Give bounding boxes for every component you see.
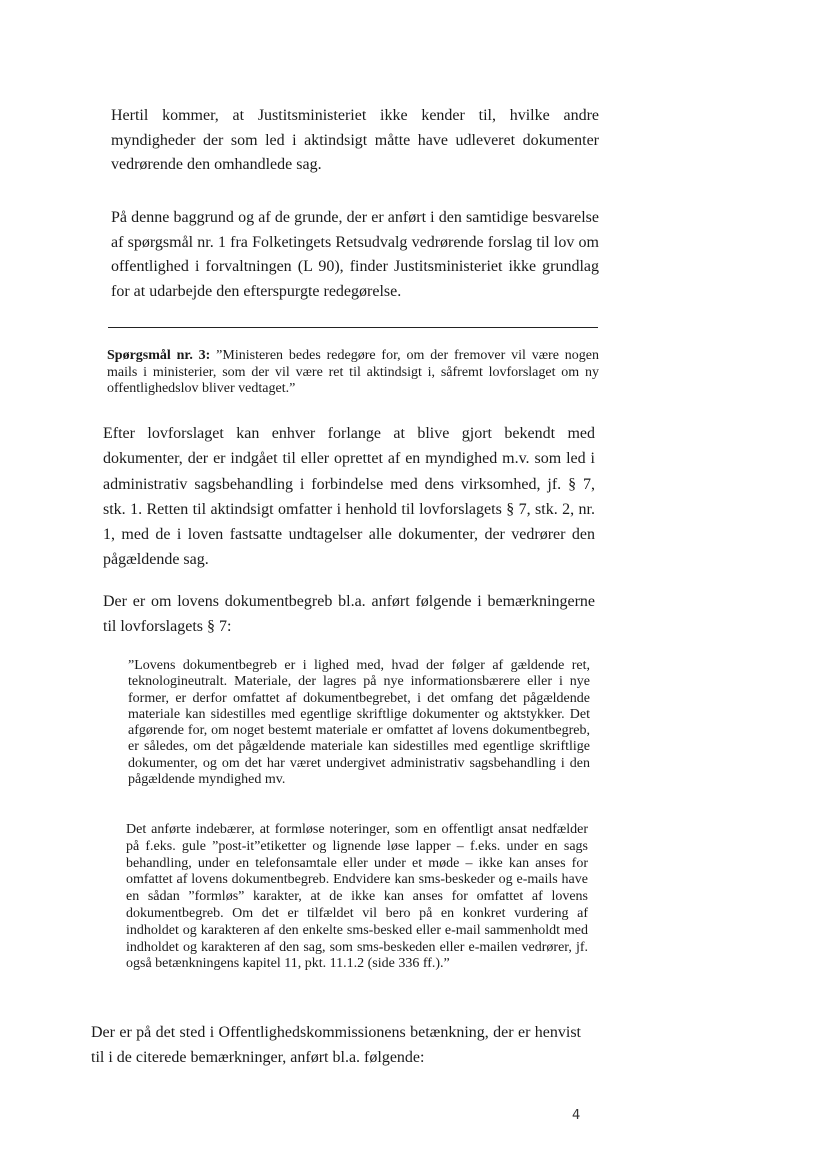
closing-paragraph: Der er på det sted i Offentlighedskommissionens betænkning, der er henvist til i de citerede bemærkninger, anført bl.a. følgende: [91, 1024, 581, 1066]
answer-paragraph-2: Der er om lovens dokumentbegreb bl.a. anført følgende i bemærkningerne til lovforslagets § 7: [103, 593, 595, 635]
section-divider [108, 327, 598, 328]
question-text: ”Ministeren bedes redegøre for, om der fremover vil være nogen mails i ministerier, som der vil være ret til aktindsigt i, såfremt lovforslaget om ny offentlighedslov bliver vedtaget.” [107, 348, 599, 396]
question-label: Spørgsmål nr. 3: [107, 348, 211, 363]
page-number: 4 [572, 1108, 581, 1123]
answer-paragraph-1: Efter lovforslaget kan enhver forlange at blive gjort bekendt med dokumenter, der er indgået til eller oprettet af en myndighed m.v. som led i administrativ sagsbehandling i forbindelse med dens virksomhed, jf. § 7, stk. 1. Retten til aktindsigt omfatter i henhold til lovforslagets § 7, stk. 2, nr. 1, med de i loven fastsatte undtagelser alle dokumenter, der vedrører den pågældende sag. [103, 425, 595, 569]
quote-paragraph-2: Det anførte indebærer, at formløse noteringer, som en offentligt ansat nedfælder på f.eks. gule ”post-it”etiketter og lignende løse lapper – f.eks. under en sags behandling, under en telefonsamtale eller under et møde – ikke kan anses for omfattet af lovens dokumentbegreb. Endvidere kan sms-beskeder og e-mails have en sådan ”formløs” karakter, at de ikke kan anses for omfattet af lovens dokumentbegreb. Om det er tilfældet vil bero på en konkret vurdering af indholdet og karakteren af den enkelte sms-besked eller e-mail sammenholdt med indholdet og karakteren af den sag, som sms-beskeden eller e-mailen vedrører, jf. også betænkningens kapitel 11, pkt. 11.1.2 (side 336 ff.).” [126, 822, 588, 972]
paragraph-conclusion: På denne baggrund og af de grunde, der er anført i den samtidige besvarelse af spørgsmål nr. 1 fra Folketingets Retsudvalg vedrørende forslag til lov om offentlighed i forvaltningen (L 90), finder Justitsministeriet ikke grundlag for at udarbejde den efterspurgte redegørelse. [111, 209, 599, 300]
question-3 [107, 348, 599, 398]
paragraph-intro: Hertil kommer, at Justitsministeriet ikke kender til, hvilke andre myndigheder der som led i aktindsigt måtte have udleveret dokumenter vedrørende den omhandlede sag. [111, 107, 599, 173]
quote-paragraph-1: ”Lovens dokumentbegreb er i lighed med, hvad der følger af gældende ret, teknologineutralt. Materiale, der lagres på nye informationsbærere eller i nye former, er derfor omfattet af dokumentbegrebet, i det omfang det pågældende materiale kan sidestilles med egentlige skriftlige dokumenter og aktstykker. Det afgørende for, om noget bestemt materiale er omfattet af lovens dokumentbegreb, er således, om det pågældende materiale kan sidestilles med egentlige skriftlige dokumenter, og om det har været undergivet administrativ sagsbehandling i den pågældende myndighed mv. [128, 658, 590, 788]
